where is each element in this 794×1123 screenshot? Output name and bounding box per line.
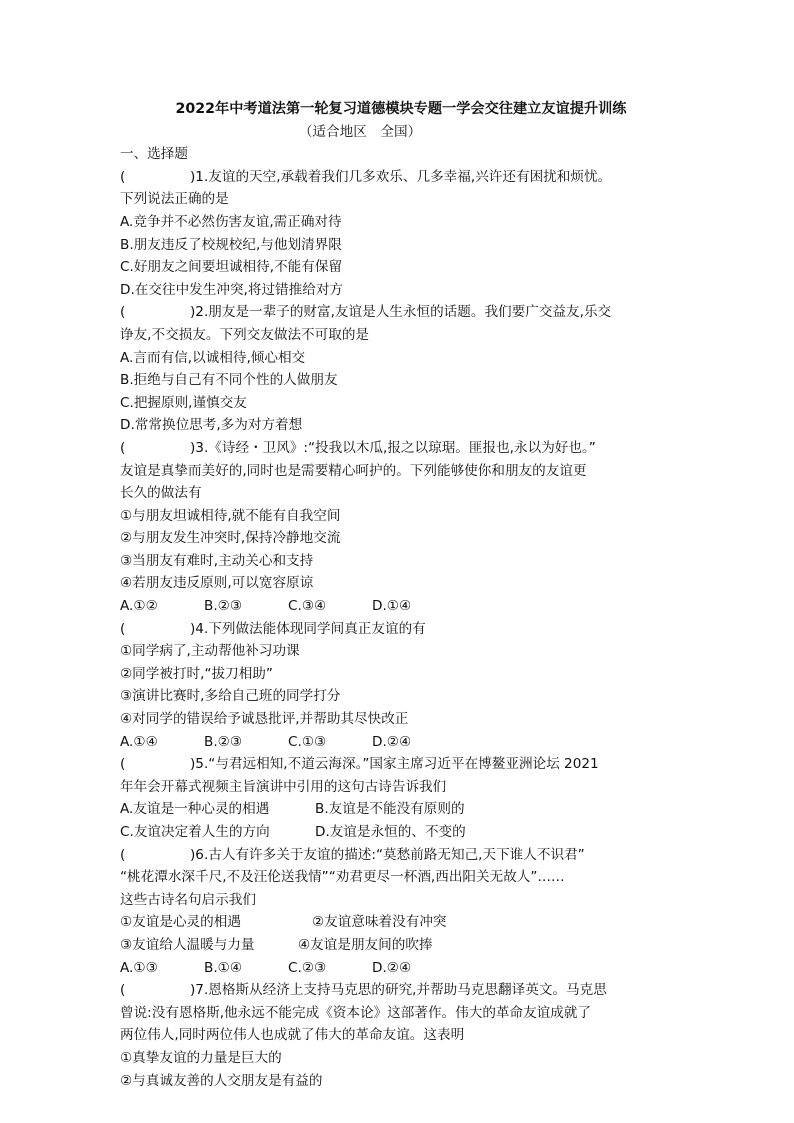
question-stem: )4.下列做法能体现同学间真正友谊的有 <box>190 620 426 637</box>
choice-option: C.③④ <box>288 598 327 615</box>
statement-row <box>120 934 690 957</box>
option-row <box>120 798 690 821</box>
choice-row <box>120 731 690 754</box>
choice-option: C.①③ <box>288 733 327 750</box>
choice-option: B.①④ <box>204 959 243 976</box>
question-1 <box>120 166 690 302</box>
choice-row <box>120 957 690 980</box>
question-stem: 曾说:没有恩格斯,他永远不能完成《资本论》这部著作。伟大的革命友谊成就了 <box>120 1004 592 1021</box>
option: D.友谊是永恒的、不变的 <box>315 824 466 840</box>
statement-item: ④若朋友违反原则,可以宽容原谅 <box>120 575 314 592</box>
option: B.友谊是不能没有原则的 <box>315 801 465 818</box>
answer-blank: ( <box>120 304 126 321</box>
question-stem: )7.恩格斯从经济上支持马克思的研究,并帮助马克思翻译英文。马克思 <box>190 982 607 999</box>
choice-option: B.②③ <box>204 733 243 750</box>
statement-item: ①与朋友坦诚相待,就不能有自我空间 <box>120 507 341 524</box>
option: D.在交往中发生冲突,将过错推给对方 <box>120 281 344 298</box>
statement-item: ②同学被打时,“拔刀相助” <box>120 665 273 682</box>
answer-blank: ( <box>120 439 126 456</box>
statement-item: ④友谊是朋友间的吹捧 <box>298 936 433 953</box>
question-stem: 年年会开幕式视频主旨演讲中引用的这句古诗告诉我们 <box>120 778 447 795</box>
statement-item: ③友谊给人温暖与力量 <box>120 936 255 953</box>
statement-item: ①友谊是心灵的相遇 <box>120 914 241 931</box>
option: A.友谊是一种心灵的相遇 <box>120 801 270 818</box>
option: B.朋友违反了校规校纪,与他划清界限 <box>120 236 342 253</box>
choice-option: D.②④ <box>372 959 412 976</box>
question-stem: )2.朋友是一辈子的财富,友谊是人生永恒的话题。我们要广交益友,乐交 <box>190 304 612 321</box>
option: D.常常换位思考,多为对方着想 <box>120 417 303 434</box>
choice-option: A.①③ <box>120 959 158 976</box>
answer-blank: ( <box>120 982 126 999</box>
question-stem: )3.《诗经・卫风》:“投我以木瓜,报之以琼琚。匪报也,永以为好也。” <box>190 439 596 456</box>
question-7 <box>120 979 690 1092</box>
choice-option: D.①④ <box>372 598 412 615</box>
question-stem: “桃花潭水深千尺,不及汪伦送我情”“劝君更尽一杯酒,西出阳关无故人”…… <box>120 869 565 886</box>
answer-blank: ( <box>120 756 126 773</box>
question-stem: 诤友,不交损友。下列交友做法不可取的是 <box>120 326 370 343</box>
option-row <box>120 821 690 844</box>
statement-item: ②与真诚友善的人交朋友是有益的 <box>120 1072 323 1089</box>
choice-option: A.①④ <box>120 733 158 750</box>
question-6 <box>120 844 690 980</box>
option: C.把握原则,谨慎交友 <box>120 394 247 411</box>
question-stem: 长久的做法有 <box>120 485 202 502</box>
question-stem: )1.友谊的天空,承载着我们几多欢乐、几多幸福,兴许还有困扰和烦忧。 <box>190 168 612 185</box>
option: C.友谊决定着人生的方向 <box>120 824 270 840</box>
statement-item: ①同学病了,主动帮他补习功课 <box>120 643 300 660</box>
option: A.竞争并不必然伤害友谊,需正确对待 <box>120 213 342 230</box>
question-4 <box>120 618 690 754</box>
choice-option: C.②③ <box>288 959 327 976</box>
question-stem: 友谊是真挚而美好的,同时也是需要精心呵护的。下列能够使你和朋友的友谊更 <box>120 462 587 479</box>
question-stem: 两位伟人,同时两位伟人也成就了伟大的革命友谊。这表明 <box>120 1027 465 1044</box>
document-page <box>120 98 690 1092</box>
option: B.拒绝与自己有不同个性的人做朋友 <box>120 372 338 389</box>
question-5 <box>120 753 690 843</box>
statement-item: ②与朋友发生冲突时,保持冷静地交流 <box>120 530 341 547</box>
statement-row <box>120 911 690 934</box>
statement-item: ③演讲比赛时,多给自己班的同学打分 <box>120 688 341 705</box>
choice-option: D.②④ <box>372 733 412 750</box>
section-heading: 一、选择题 <box>120 146 188 163</box>
choice-option: A.①② <box>120 598 158 615</box>
question-stem: )6.古人有许多关于友谊的描述:“莫愁前路无知己,天下谁人不识君” <box>190 846 585 863</box>
choice-row <box>120 595 690 618</box>
answer-blank: ( <box>120 620 126 637</box>
question-stem: 下列说法正确的是 <box>120 191 229 208</box>
document-subtitle: （适合地区 全国） <box>298 123 422 140</box>
question-stem: )5.“与君远相知,不道云海深。”国家主席习近平在博鳌亚洲论坛 2021 <box>190 756 599 773</box>
statement-item: ②友谊意味着没有冲突 <box>312 914 447 931</box>
choice-option: B.②③ <box>204 598 243 615</box>
option: C.好朋友之间要坦诚相待,不能有保留 <box>120 259 343 276</box>
question-stem: 这些古诗名句启示我们 <box>120 891 256 908</box>
statement-item: ③当朋友有难时,主动关心和支持 <box>120 552 314 569</box>
statement-item: ④对同学的错误给予诚恳批评,并帮助其尽快改正 <box>120 711 409 728</box>
answer-blank: ( <box>120 846 126 863</box>
question-2 <box>120 301 690 437</box>
document-title: 2022年中考道法第一轮复习道德模块专题一学会交往建立友谊提升训练 <box>175 101 627 117</box>
statement-item: ①真挚友谊的力量是巨大的 <box>120 1049 282 1066</box>
answer-blank: ( <box>120 168 126 185</box>
option: A.言而有信,以诚相待,倾心相交 <box>120 349 306 366</box>
question-3 <box>120 437 690 618</box>
